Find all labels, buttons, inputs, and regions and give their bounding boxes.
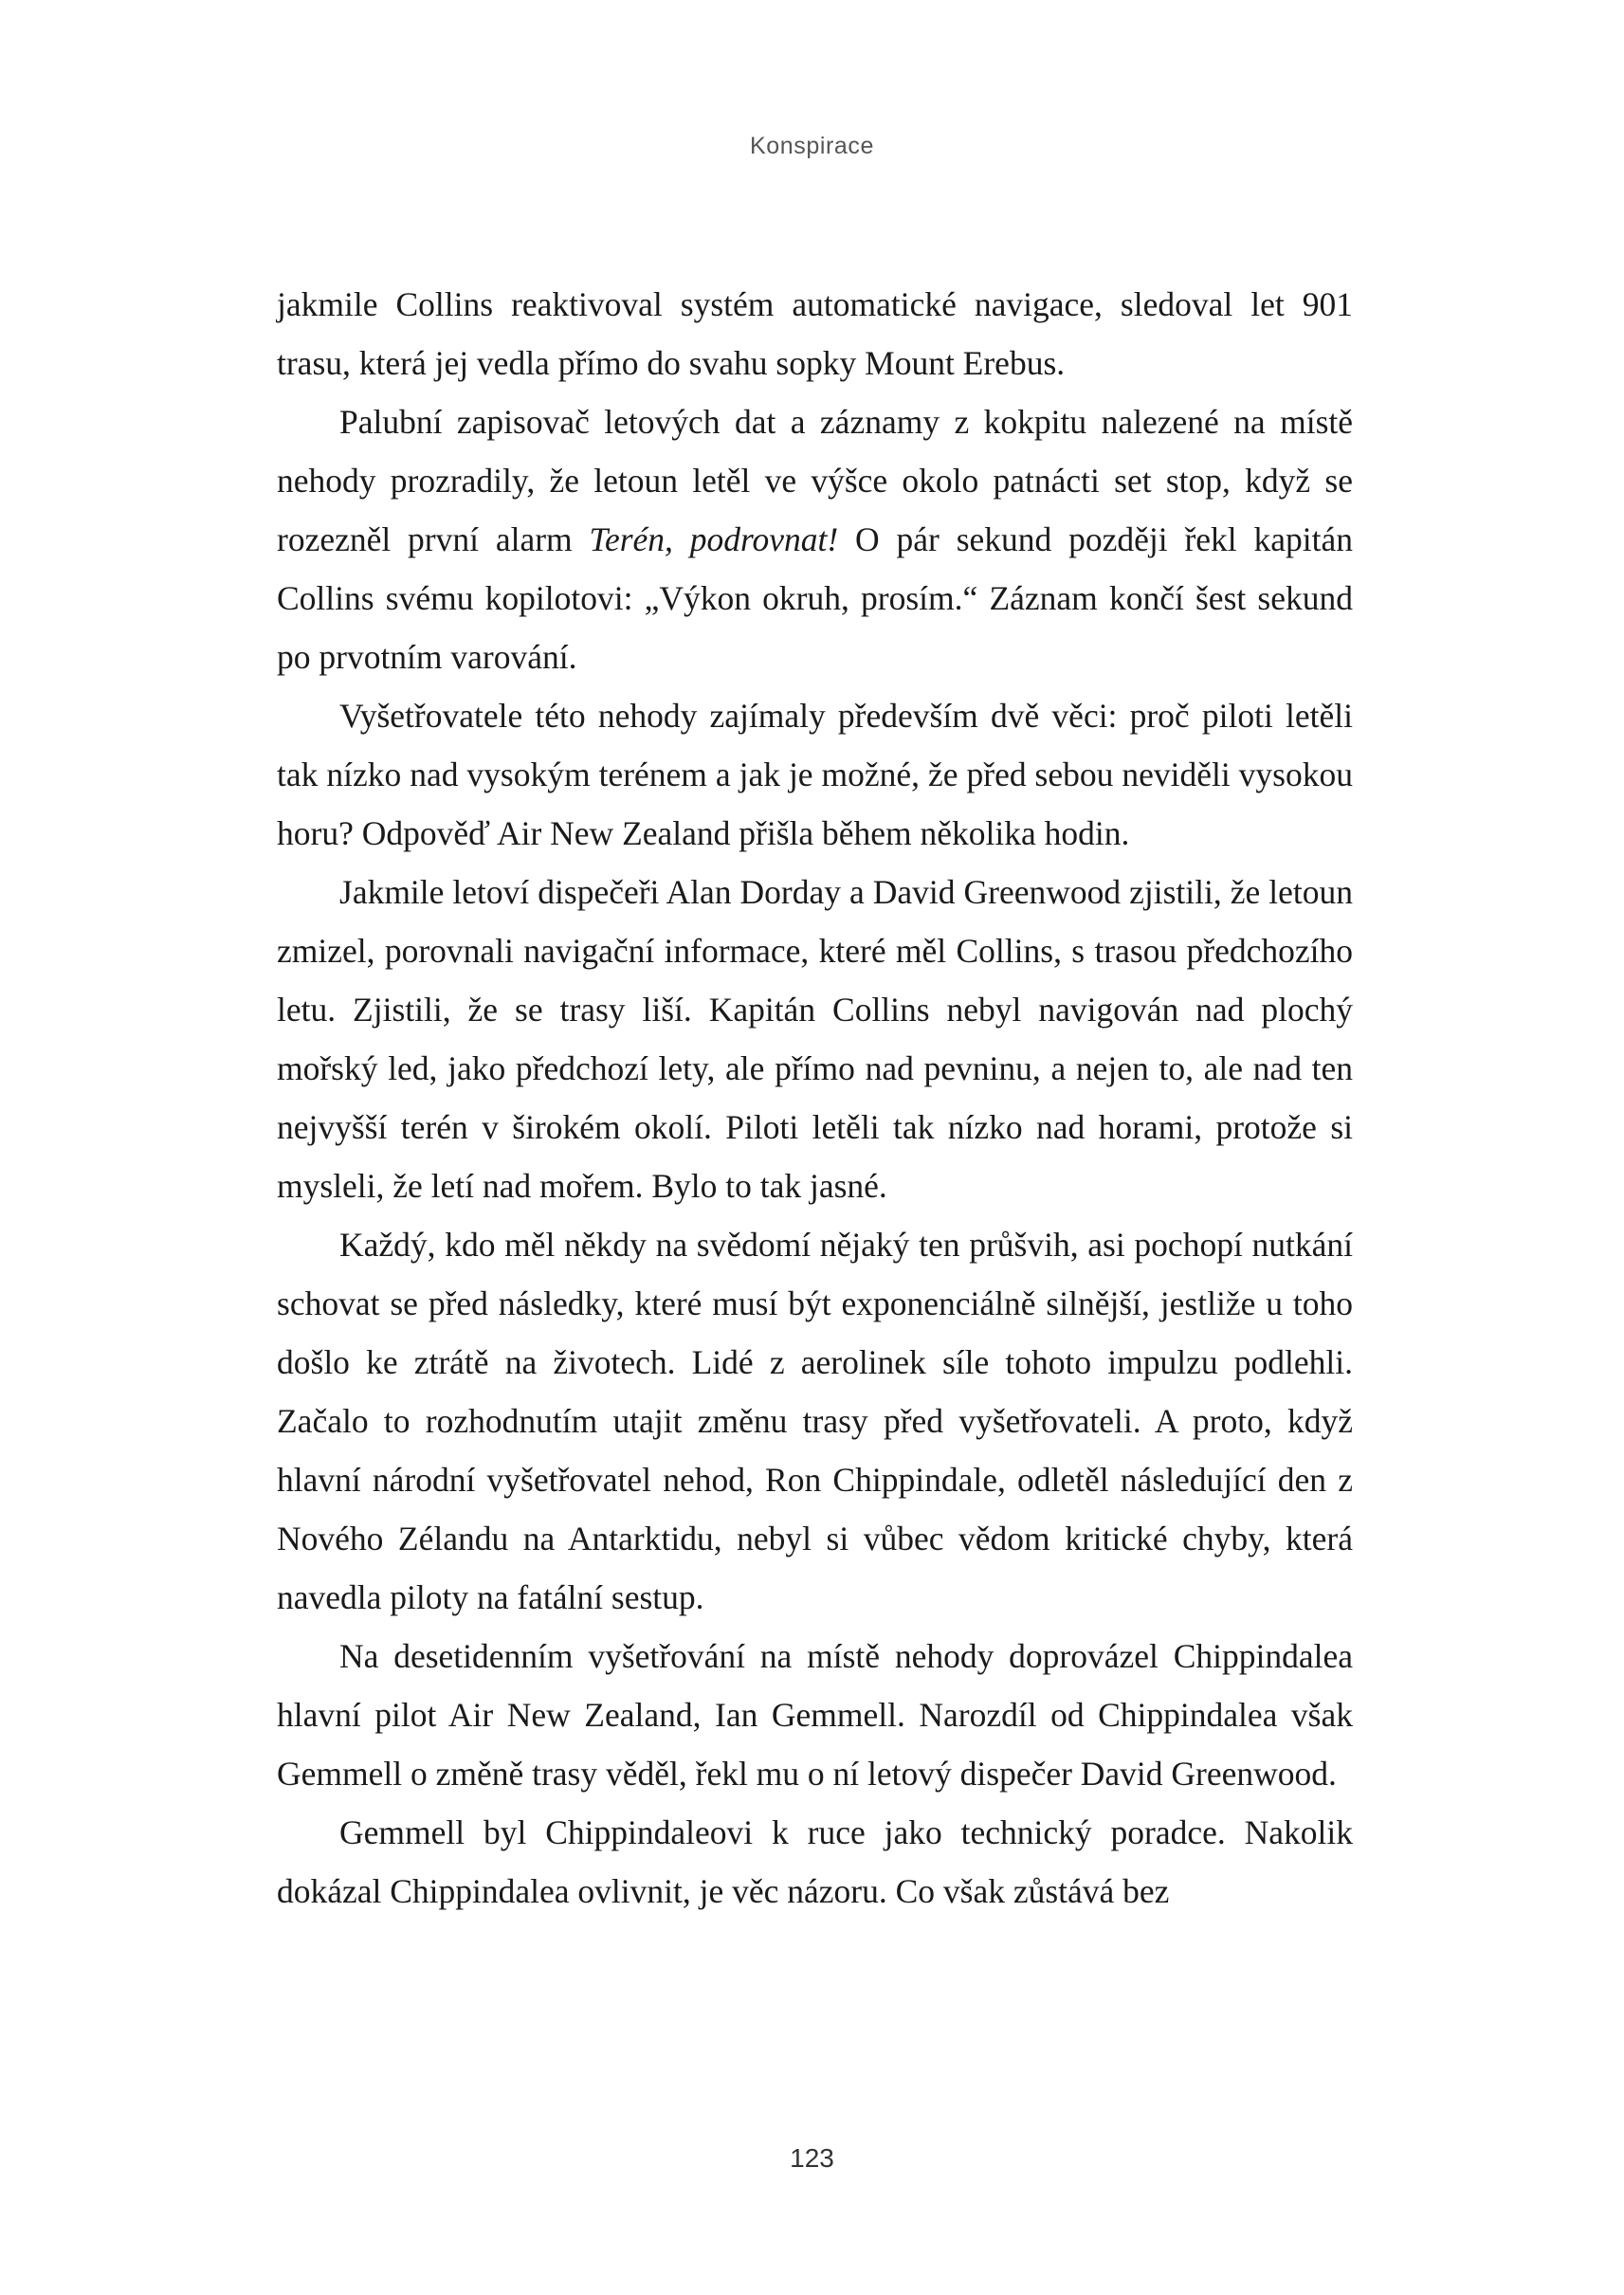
paragraph-segment: O pár sekund později řekl kapitán Collins svému kopilotovi: „Výkon okruh, prosím.“ Záznam končí šest sekund po prvotním varování. (277, 520, 1353, 676)
paragraph-segment-italic: Terén, podrovnat! (589, 520, 839, 558)
paragraph: Vyšetřovatele této nehody zajímaly především dvě věci: proč piloti letěli tak nízko nad vysokým terénem a jak je možné, že před sebou neviděli vysokou horu? Odpověď Air New Zealand přišla během několika hodin. (277, 697, 1353, 852)
paragraph-segment: Palubní zapisovač letových dat a záznamy z kokpitu nalezené na místě nehody prozradily, že letoun letěl ve výšce okolo patnácti set stop, když se rozezněl první alarm (277, 403, 1353, 558)
paragraph: Na desetidenním vyšetřování na místě nehody doprovázel Chippindalea hlavní pilot Air New Zealand, Ian Gemmell. Narozdíl od Chippindalea však Gemmell o změně trasy věděl, řekl mu o ní letový dispečer David Greenwood. (277, 1637, 1353, 1793)
body-text-column (277, 275, 1353, 1921)
paragraph: Gemmell byl Chippindaleovi k ruce jako technický poradce. Nakolik dokázal Chippindalea ovlivnit, je věc názoru. Co však zůstává bez (277, 1813, 1353, 1910)
page-number: 123 (790, 2143, 834, 2173)
paragraph: Jakmile letoví dispečeři Alan Dorday a David Greenwood zjistili, že letoun zmizel, porovnali navigační informace, které měl Collins, s trasou předchozího letu. Zjistili, že se trasy liší. Kapitán Collins nebyl navigován nad plochý mořský led, jako předchozí lety, ale přímo nad pevninu, a nejen to, ale nad ten nejvyšší terén v širokém okolí. Piloti letěli tak nízko nad horami, protože si mysleli, že letí nad mořem. Bylo to tak jasné. (277, 873, 1353, 1205)
paragraph: Každý, kdo měl někdy na svědomí nějaký ten průšvih, asi pochopí nutkání schovat se před následky, které musí být exponenciálně silnější, jestliže u toho došlo ke ztrátě na životech. Lidé z aerolinek síle tohoto impulzu podlehli. Začalo to rozhodnutím utajit změnu trasy před vyšetřovateli. A proto, když hlavní národní vyšetřovatel nehod, Ron Chippindale, odletěl následující den z Nového Zélandu na Antarktidu, nebyl si vůbec vědom kritické chyby, která navedla piloty na fatální sestup. (277, 1226, 1353, 1616)
paragraph (277, 392, 1353, 686)
running-head: Konspirace (749, 133, 875, 159)
paragraph: jakmile Collins reaktivoval systém automatické navigace, sledoval let 901 trasu, která jej vedla přímo do svahu sopky Mount Erebus. (277, 285, 1353, 382)
